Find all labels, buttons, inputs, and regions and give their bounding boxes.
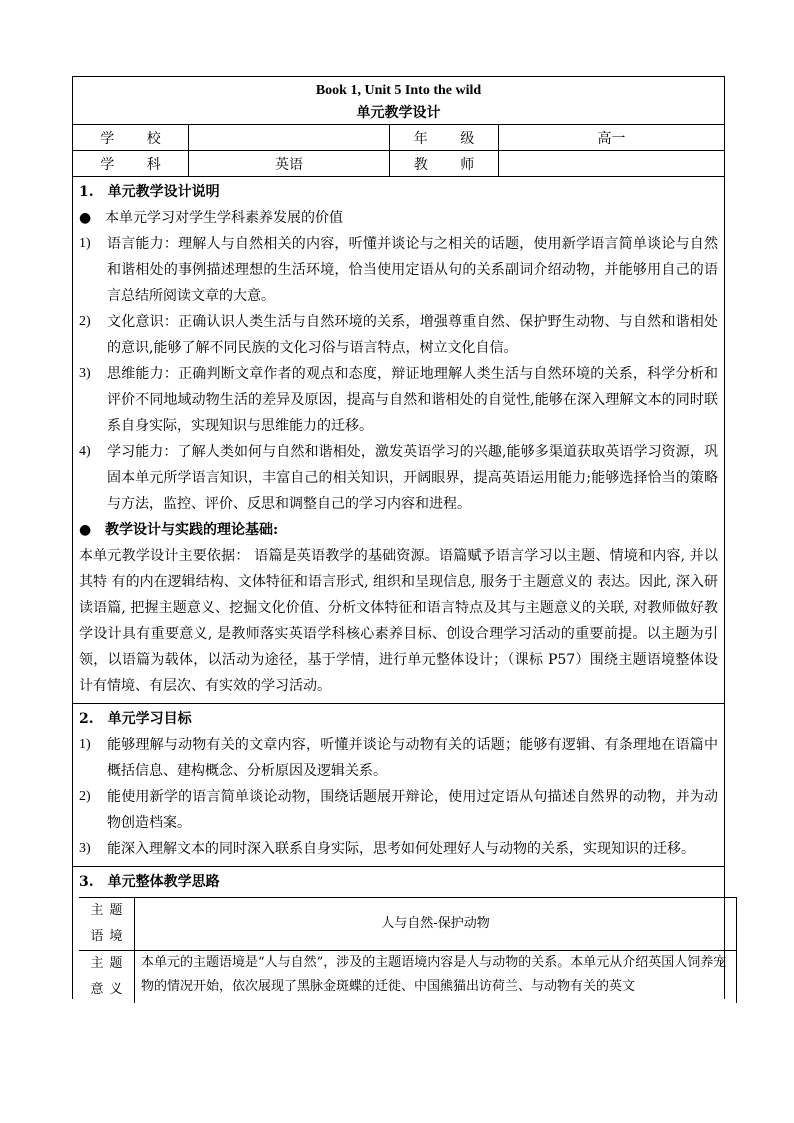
list-item <box>79 309 718 361</box>
item-text: 能使用新学的语言简单谈论动物，围绕话题展开辩论，使用过定语从句描述自然界的动物，并为动物创造档案。 <box>107 789 718 831</box>
subject-label: 学 科 <box>73 151 189 176</box>
bullet-value-text: 本单元学习对学生学科素养发展的价值 <box>105 210 343 226</box>
bullet-theory <box>79 517 718 543</box>
item-number: 3) <box>79 841 91 856</box>
bullet-theory-text: 教学设计与实践的理论基础: <box>105 522 279 538</box>
item-number: 2) <box>79 789 91 804</box>
section-design-explanation <box>73 177 724 704</box>
school-label: 学 校 <box>73 125 189 150</box>
item-text: 能够理解与动物有关的文章内容，听懂并谈论与动物有关的话题；能够有逻辑、有条理地在语篇中概括信息、建构概念、分析原因及逻辑关系。 <box>107 737 718 779</box>
section-learning-goals <box>73 704 724 867</box>
item-number: 1) <box>79 236 91 251</box>
item-text: 思维能力：正确判断文章作者的观点和态度，辩证地理解人类生活与自然环境的关系，科学分析和评价不同地域动物生活的差异及原因，提高与自然和谐相处的自觉性,能够在深入理解文本的同时联系自身实际，实现知识与思维能力的迁移。 <box>107 366 718 434</box>
bullet-icon: ● <box>79 522 92 538</box>
teacher-value <box>499 151 724 176</box>
grade-label: 年 级 <box>390 125 499 150</box>
teacher-label: 教 师 <box>390 151 499 176</box>
school-value <box>189 125 390 150</box>
section3-heading: 3. 单元整体教学思路 <box>79 874 220 890</box>
item-number: 3) <box>79 366 91 381</box>
list-item <box>79 439 718 517</box>
list-item <box>79 784 718 836</box>
grade-value: 高一 <box>597 130 626 147</box>
item-text: 学习能力：了解人类如何与自然和谐相处，激发英语学习的兴趣,能够多渠道获取英语学习资源，巩固本单元所学语言知识，丰富自己的相关知识，开阔眼界，提高英语运用能力;能够选择恰当的策略与方法，监控、评价、反思和调整自己的学习内容和进程。 <box>107 444 718 512</box>
subject-value: 英语 <box>189 151 390 176</box>
row-value: 人与自然-保护动物 <box>135 898 737 950</box>
item-text: 能深入理解文本的同时深入联系自身实际，思考如何处理好人与动物的关系，实现知识的迁移。 <box>107 841 695 857</box>
section2-heading: 2. 单元学习目标 <box>79 711 192 727</box>
item-number: 2) <box>79 314 91 329</box>
item-number: 4) <box>79 444 91 459</box>
row-key: 主题语境 <box>79 898 135 950</box>
bullet-icon: ● <box>79 210 92 226</box>
item-text: 语言能力：理解人与自然相关的内容，听懂并谈论与之相关的话题，使用新学语言简单谈论与自然和谐相处的事例描述理想的生活环境，恰当使用定语从句的关系副词介绍动物，并能够用自己的语言总结所阅读文章的大意。 <box>107 236 718 304</box>
title-block <box>73 77 724 125</box>
row-key: 主题意义 <box>79 951 135 1003</box>
list-item <box>79 732 718 784</box>
section-teaching-approach <box>73 867 727 1003</box>
bullet-value <box>79 205 718 231</box>
table-row <box>79 898 737 951</box>
info-row-school <box>73 125 724 151</box>
item-number: 1) <box>79 737 91 752</box>
unit-title: Book 1, Unit 5 Into the wild <box>315 83 482 98</box>
lesson-design-table <box>72 76 725 999</box>
approach-table <box>79 897 737 1003</box>
section1-heading: 1. 单元教学设计说明 <box>79 184 220 200</box>
table-row <box>79 951 737 1003</box>
row-value: 本单元的主题语境是“人与自然”，涉及的主题语境内容是人与动物的关系。本单元从介绍英国人饲养宠物的情况开始，依次展现了黑脉金斑蝶的迁徙、中国熊猫出访荷兰、与动物有关的英文 <box>135 951 737 1003</box>
info-row-subject <box>73 151 724 177</box>
list-item <box>79 836 718 862</box>
list-item <box>79 231 718 309</box>
theory-paragraph: 本单元教学设计主要依据： 语篇是英语教学的基础资源。语篇赋予语言学习以主题、情境和内容, 并以其特 有的内在逻辑结构、文体特征和语言形式, 组织和呈现信息, 服务于主题意义的 表达。因此, 深入研读语篇, 把握主题意义、挖掘文化价值、分析文体特征和语言特点及其与主题意义的关联, 对教师做好教学设计具有重要意义, 是教师落实英语学科核心素养目标、创设合理学习活动的重要前提。以主题为引领，以语篇为载体，以活动为途径，基于学情，进行单元整体设计；（课标 P57）围绕主题语境整体设计有情境、有层次、有实效的学习活动。 <box>79 548 718 694</box>
document-title: 单元教学设计 <box>356 105 441 121</box>
list-item <box>79 361 718 439</box>
item-text: 文化意识：正确认识人类生活与自然环境的关系，增强尊重自然、保护野生动物、与自然和谐相处的意识,能够了解不同民族的文化习俗与语言特点，树立文化自信。 <box>107 314 718 356</box>
